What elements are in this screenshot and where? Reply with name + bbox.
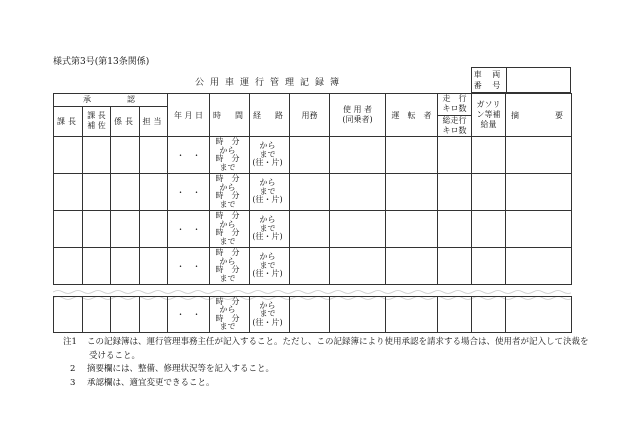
- driver-cell[interactable]: [386, 297, 438, 333]
- route-from: から: [259, 178, 276, 188]
- purpose-cell[interactable]: [290, 248, 330, 285]
- table-row: [54, 211, 572, 248]
- time-cell[interactable]: [210, 174, 250, 211]
- chief-stamp-cell[interactable]: [111, 248, 140, 285]
- note-3: [63, 377, 589, 391]
- driver-cell[interactable]: [386, 174, 438, 211]
- remarks-cell[interactable]: [506, 174, 572, 211]
- remarks-cell[interactable]: [506, 297, 572, 333]
- staff-stamp-cell[interactable]: [140, 211, 168, 248]
- route-header: 経 路: [250, 94, 290, 137]
- date-cell[interactable]: [168, 248, 210, 285]
- user-cell[interactable]: [330, 248, 386, 285]
- route-type: (往・片): [252, 158, 283, 168]
- route-from: から: [259, 141, 276, 151]
- staff-header: 担当: [140, 106, 168, 136]
- section-chief-stamp-cell[interactable]: [54, 297, 83, 333]
- time-to-suffix: まで: [219, 199, 236, 209]
- time-to: 時 分: [215, 191, 240, 200]
- form-number: 様式第3号(第13条関係): [53, 57, 150, 67]
- route-type: (往・片): [252, 195, 283, 205]
- route-from: から: [259, 300, 276, 310]
- note-1-text: この記録簿は、運行管理事務主任が記入すること。ただし、この記録簿により使用承認を請求する場合は、使用者が記入して決裁を: [87, 337, 589, 347]
- distance-header-line1: 走 行: [442, 94, 467, 103]
- distance-cell[interactable]: [438, 248, 472, 285]
- section-chief-stamp-cell[interactable]: [54, 211, 83, 248]
- date-value: ・ ・: [176, 187, 201, 197]
- time-from-suffix: から: [219, 256, 236, 266]
- distance-cell[interactable]: [438, 211, 472, 248]
- fuel-cell[interactable]: [472, 297, 506, 333]
- route-to: まで: [259, 260, 276, 270]
- time-to: 時 分: [215, 265, 240, 274]
- time-to-suffix: まで: [219, 273, 236, 283]
- table-row: [54, 174, 572, 211]
- time-cell[interactable]: [210, 211, 250, 248]
- deputy-header-line2: 補 佐: [87, 121, 106, 131]
- vehicle-label-line2: 番 号: [473, 81, 505, 90]
- total-distance-header-line1: 総走行: [442, 116, 467, 125]
- time-from: 時 分: [215, 211, 240, 220]
- purpose-header: 用務: [290, 94, 330, 137]
- log-table-last-row: [53, 296, 572, 333]
- route-cell[interactable]: [250, 211, 290, 248]
- date-cell[interactable]: [168, 211, 210, 248]
- date-cell[interactable]: [168, 137, 210, 174]
- route-to: まで: [259, 186, 276, 196]
- time-from: 時 分: [215, 296, 240, 306]
- remarks-cell[interactable]: [506, 248, 572, 285]
- time-cell[interactable]: [210, 248, 250, 285]
- route-to: まで: [259, 149, 276, 159]
- time-from: 時 分: [215, 248, 240, 257]
- time-cell[interactable]: [210, 297, 250, 333]
- date-value: ・ ・: [176, 150, 201, 160]
- user-header: [330, 94, 386, 137]
- distance-header: [438, 94, 472, 137]
- route-type: (往・片): [252, 317, 283, 327]
- date-cell[interactable]: [168, 297, 210, 333]
- remarks-cell[interactable]: [506, 137, 572, 174]
- deputy-header-line1: 課 長: [87, 111, 106, 121]
- user-cell[interactable]: [330, 137, 386, 174]
- staff-stamp-cell[interactable]: [140, 174, 168, 211]
- distance-cell[interactable]: [438, 174, 472, 211]
- section-chief-stamp-cell[interactable]: [54, 248, 83, 285]
- date-value: ・ ・: [176, 261, 201, 271]
- time-from-suffix: から: [219, 145, 236, 155]
- note-1-continued: 受けること。: [89, 350, 141, 361]
- route-cell[interactable]: [250, 248, 290, 285]
- notes: [63, 336, 589, 390]
- fuel-header-line2: ン等補: [476, 110, 501, 119]
- note-2-key: 2: [70, 364, 76, 374]
- purpose-cell[interactable]: [290, 211, 330, 248]
- table-row: [54, 248, 572, 285]
- staff-stamp-cell[interactable]: [140, 137, 168, 174]
- time-to: 時 分: [215, 228, 240, 237]
- date-header: 年 月 日: [168, 94, 210, 137]
- user-cell[interactable]: [330, 211, 386, 248]
- chief-stamp-cell[interactable]: [111, 174, 140, 211]
- page-title: 公用車運行管理記録簿: [195, 78, 346, 88]
- vehicle-number-field[interactable]: [507, 68, 571, 93]
- chief-stamp-cell[interactable]: [111, 211, 140, 248]
- fuel-cell[interactable]: [472, 248, 506, 285]
- fuel-cell[interactable]: [472, 211, 506, 248]
- user-cell[interactable]: [330, 174, 386, 211]
- user-header-line1: 使 用 者: [342, 105, 373, 114]
- user-header-line2: (同乗者): [342, 115, 373, 124]
- fuel-cell[interactable]: [472, 174, 506, 211]
- time-from: 時 分: [215, 137, 240, 146]
- time-from-suffix: から: [219, 219, 236, 229]
- distance-cell[interactable]: [438, 297, 472, 333]
- deputy-chief-stamp-cell[interactable]: [83, 174, 111, 211]
- section-chief-header: 課長: [54, 106, 83, 136]
- time-from-suffix: から: [219, 182, 236, 192]
- note-1: [63, 336, 589, 350]
- section-chief-stamp-cell[interactable]: [54, 137, 83, 174]
- note-3-key: 3: [70, 377, 76, 388]
- note-2-text: 摘要欄には、整備、修理状況等を記入すること。: [87, 364, 275, 374]
- purpose-cell[interactable]: [290, 174, 330, 211]
- route-cell[interactable]: [250, 137, 290, 174]
- time-to-suffix: まで: [219, 322, 236, 331]
- vehicle-number-label: [472, 68, 507, 93]
- deputy-chief-stamp-cell[interactable]: [83, 248, 111, 285]
- route-type: (往・片): [252, 269, 283, 279]
- date-value: ・ ・: [176, 224, 201, 234]
- chief-stamp-cell[interactable]: [111, 137, 140, 174]
- purpose-cell[interactable]: [290, 297, 330, 333]
- fuel-header: [472, 94, 506, 137]
- time-to-suffix: まで: [219, 162, 236, 172]
- distance-header-line2: キロ数: [442, 104, 467, 113]
- time-header: 時 間: [210, 94, 250, 137]
- purpose-cell[interactable]: [290, 137, 330, 174]
- vehicle-number-box: [471, 67, 571, 93]
- route-from: から: [259, 252, 276, 262]
- time-to-suffix: まで: [219, 236, 236, 246]
- date-value: ・ ・: [176, 310, 201, 319]
- date-cell[interactable]: [168, 174, 210, 211]
- approval-header: 承 認: [54, 94, 168, 107]
- route-cell[interactable]: [250, 297, 290, 333]
- route-from: から: [259, 215, 276, 225]
- remarks-header: 摘 要: [506, 94, 572, 137]
- route-cell[interactable]: [250, 174, 290, 211]
- total-distance-header-line2: キロ数: [442, 126, 467, 135]
- user-cell[interactable]: [330, 297, 386, 333]
- section-chief-stamp-cell[interactable]: [54, 174, 83, 211]
- deputy-chief-stamp-cell[interactable]: [83, 211, 111, 248]
- time-from-suffix: から: [219, 305, 236, 314]
- note-3-text: 承認欄は、適宜変更できること。: [87, 377, 215, 388]
- table-row: [54, 297, 572, 333]
- driver-cell[interactable]: [386, 248, 438, 285]
- chief-stamp-cell[interactable]: [111, 297, 140, 333]
- remarks-cell[interactable]: [506, 211, 572, 248]
- vehicle-label-line1: 車 両: [473, 70, 505, 79]
- fuel-header-line3: 給量: [480, 120, 497, 129]
- driver-header: 運 転 者: [386, 94, 438, 137]
- time-cell[interactable]: [210, 137, 250, 174]
- driver-cell[interactable]: [386, 137, 438, 174]
- time-from: 時 分: [215, 174, 240, 183]
- log-table: [53, 93, 572, 285]
- chief-header: 係長: [111, 106, 140, 136]
- driver-cell[interactable]: [386, 211, 438, 248]
- staff-stamp-cell[interactable]: [140, 248, 168, 285]
- deputy-chief-stamp-cell[interactable]: [83, 297, 111, 333]
- note-2: [63, 363, 589, 377]
- distance-cell[interactable]: [438, 137, 472, 174]
- route-to: まで: [259, 309, 276, 319]
- fuel-cell[interactable]: [472, 137, 506, 174]
- staff-stamp-cell[interactable]: [140, 297, 168, 333]
- route-to: まで: [259, 223, 276, 233]
- table-row: [54, 137, 572, 174]
- fuel-header-line1: ガソリ: [476, 100, 501, 109]
- route-type: (往・片): [252, 232, 283, 242]
- time-to: 時 分: [215, 154, 240, 163]
- note-1-key: 注1: [63, 337, 77, 347]
- time-to: 時 分: [215, 313, 240, 323]
- deputy-chief-header: [83, 106, 111, 136]
- deputy-chief-stamp-cell[interactable]: [83, 137, 111, 174]
